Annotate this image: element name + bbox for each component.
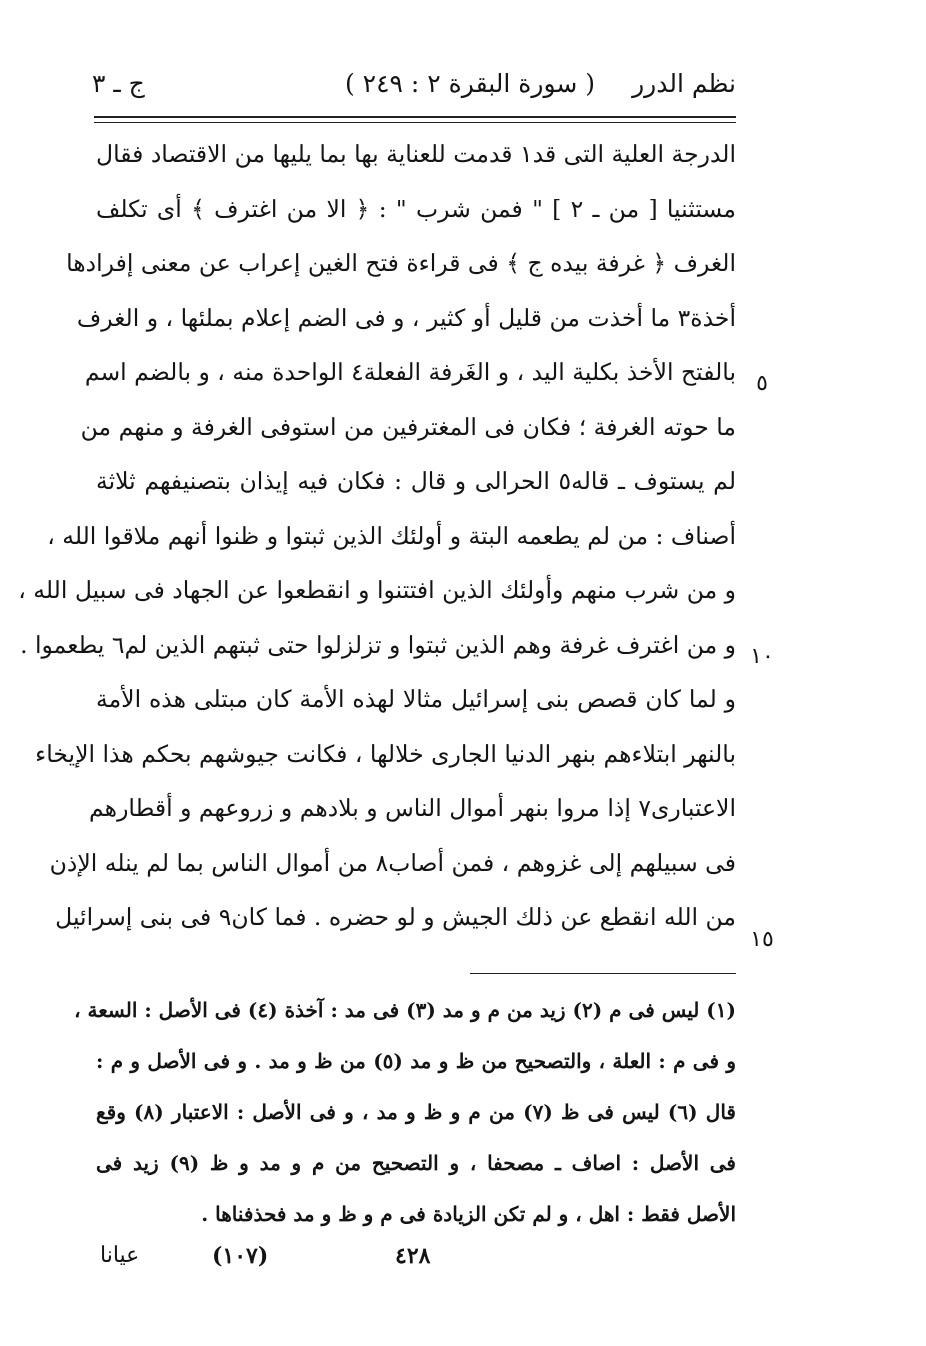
signature-word: عيانا — [100, 1243, 140, 1268]
line-number-10: ١٠ — [750, 644, 774, 669]
text-line: من الله انقطع عن ذلك الجيش و لو حضره . فما كان٩ فى بنى إسرائيل — [55, 903, 736, 931]
text-line: الاعتبارى٧ إذا مروا بنهر أموال الناس و بلادهم و زروعهم و أقطارهم — [89, 794, 736, 822]
text-line: لم يستوف ـ قاله٥ الحرالى و قال : فكان فيه إيذان بتصنيفهم ثلاثة — [96, 467, 736, 495]
text-line: الغرف ﴿ غرفة بيده ج ﴾ فى قراءة فتح الغين إعراب عن معنى إفرادها — [66, 249, 736, 277]
page-number: ٤٢٨ — [395, 1243, 431, 1269]
running-title: نظم الدرر — [632, 69, 736, 98]
text-line: أصناف : من لم يطعمه البتة و أولئك الذين ثبتوا و ظنوا أنهم ملاقوا الله ، — [47, 521, 736, 550]
header-rule-thick — [94, 116, 736, 118]
text-line: بالفتح الأخذ بكلية اليد ، و الغَرفة الفعلة٤ الواحدة منه ، و بالضم اسم — [84, 358, 736, 386]
volume-marker: (١٠٧) — [212, 1243, 269, 1269]
header-rule-thin — [94, 122, 736, 123]
text-line: و لما كان قصص بنى إسرائيل مثالا لهذه الأمة كان مبتلى هذه الأمة — [96, 685, 736, 713]
footnotes — [74, 985, 736, 1240]
line-number-15: ١٥ — [750, 927, 774, 952]
text-line: أخذة٣ ما أخذت من قليل أو كثير ، و فى الضم إعلام بملئها ، و الغرف — [76, 303, 736, 332]
footnote-line: فى الأصل : اصاف ـ مصحفا ، و التصحيح من م و مد و ظ (٩) زيد فى — [96, 1151, 736, 1175]
surah-reference: ( سورة البقرة ٢ : ٢٤٩ ) — [344, 69, 596, 98]
line-number-5: ٥ — [756, 371, 768, 396]
volume-label: ج ـ ٣ — [92, 69, 145, 98]
footnote-line: الأصل فقط : اهل ، و لم تكن الزيادة فى م و ظ و مد فحذفناها . — [201, 1202, 736, 1226]
text-line: ما حوته الغرفة ؛ فكان فى المغترفين من استوفى الغرفة و منهم من — [80, 412, 736, 441]
main-text — [18, 127, 736, 945]
footnote-line: قال (٦) ليس فى ظ (٧) من م و ظ و مد ، و فى الأصل : الاعتبار (٨) وقع — [96, 1100, 736, 1124]
footnote-line: و فى م : العلة ، والتصحيح من ظ و مد (٥) من ظ و مد . و فى الأصل و م : — [96, 1049, 736, 1073]
text-line: الدرجة العلية التى قد١ قدمت للعناية بها بما يليها من الاقتصاد فقال — [96, 140, 736, 168]
text-line: فى سبيلهم إلى غزوهم ، فمن أصاب٨ من أموال الناس بما لم ينله الإذن — [49, 848, 736, 877]
text-line: و من اغترف غرفة وهم الذين ثبتوا و تزلزلوا حتى ثبتهم الذين لم٦ يطعموا . — [20, 630, 736, 659]
text-line: مستثنيا [ من ـ ٢ ] " فمن شرب " : ﴿ الا من اغترف ﴾ أى تكلف — [96, 194, 736, 223]
text-line: و من شرب منهم وأولئك الذين افتتنوا و انقطعوا عن الجهاد فى سبيل الله ، — [18, 576, 736, 604]
footnote-separator — [470, 973, 736, 974]
footnote-line: (١) ليس فى م (٢) زيد من م و مد (٣) فى مد : آخذة (٤) فى الأصل : السعة ، — [74, 998, 736, 1022]
text-line: بالنهر ابتلاءهم بنهر الدنيا الجارى خلالها ، فكانت جيوشهم بحكم هذا الإيخاء — [35, 739, 736, 768]
